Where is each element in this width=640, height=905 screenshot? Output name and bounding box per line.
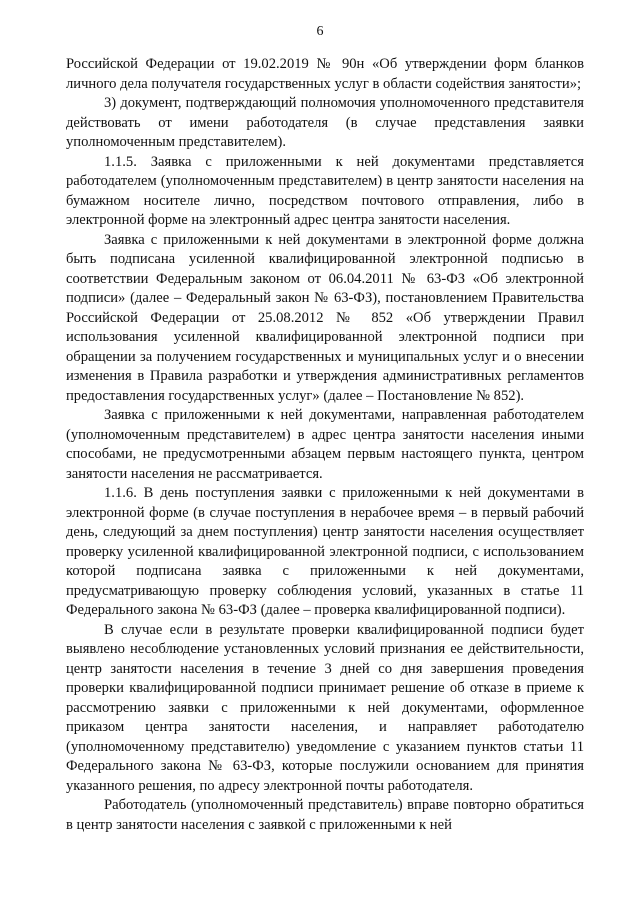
paragraph-verification-failure: В случае если в результате проверки квалифицированной подписи будет выявлено несоблюдение установленных условий признания ее действительности, центр занятости населения в течение 3 дней со дня завершения проведения проверки квалифицированной подписи принимает решение об отказе в приеме к рассмотрению заявки с приложенными к ней документами, оформленное приказом центра занятости населения, и направляет работодателю (уполномоченному представителю) уведомление с указанием пунктов статьи 11 Федерального закона № 63-ФЗ, которые послужили основанием для принятия указанного решения, по адресу электронной почты работодателя. — [66, 621, 584, 794]
paragraph-other-methods: Заявка с приложенными к ней документами, направленная работодателем (уполномоченным представителем) в адрес центра занятости населения иными способами, не предусмотренными абзацем первым настоящего пункта, центром занятости населения не рассматривается. — [66, 407, 584, 482]
document-body — [66, 55, 584, 835]
page-number: 6 — [316, 24, 324, 39]
paragraph-1-1-5: 1.1.5. Заявка с приложенными к ней документами представляется работодателем (уполномоченным представителем) в центр занятости населения на бумажном носителе лично, посредством почтового отправления, либо в электронной форме на электронный адрес центра занятости населения. — [66, 153, 584, 228]
paragraph-repeat-application: Работодатель (уполномоченный представитель) вправе повторно обратиться в центр занятости населения с заявкой с приложенными к ней — [66, 797, 584, 833]
paragraph-1-1-6: 1.1.6. В день поступления заявки с приложенными к ней документами в электронной форме (в случае поступления в нерабочее время – в первый рабочий день, следующий за днем поступления) центр занятости населения осуществляет проверку усиленной квалифицированной электронной подписи, с использованием которой подписана заявка с приложенными к ней документами, предусматривающую проверку соблюдения условий, указанных в статье 11 Федерального закона № 63-ФЗ (далее – проверка квалифицированной подписи). — [66, 485, 584, 618]
paragraph-continuation: Российской Федерации от 19.02.2019 № 90н «Об утверждении форм бланков личного дела получателя государственных услуг в области содействия занятости»; — [66, 56, 584, 92]
paragraph-item-3: 3) документ, подтверждающий полномочия уполномоченного представителя действовать от имени работодателя (в случае представления заявки уполномоченным представителем). — [66, 95, 584, 150]
paragraph-electronic-signature: Заявка с приложенными к ней документами в электронной форме должна быть подписана усиленной квалифицированной электронной подписью в соответствии Федеральным законом от 06.04.2011 № 63-ФЗ «Об электронной подписи» (далее – Федеральный закон № 63-ФЗ), постановлением Правительства Российской Федерации от 25.08.2012 № 852 «Об утверждении Правил использования усиленной квалифицированной электронной подписи при обращении за получением государственных и муниципальных услуг и о внесении изменения в Правила разработки и утверждения административных регламентов предоставления государственных услуг» (далее – Постановление № 852). — [66, 231, 584, 404]
